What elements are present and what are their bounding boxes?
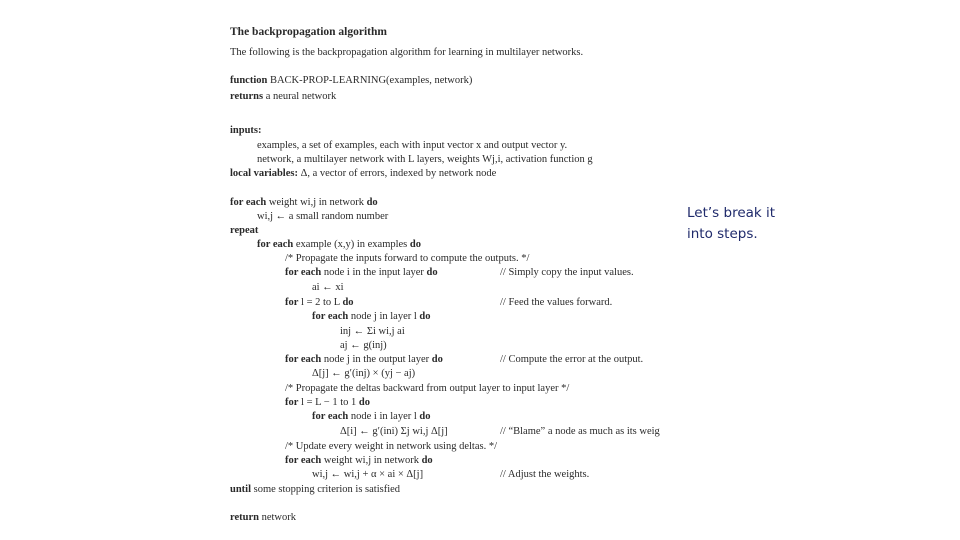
pseudocode-line: returns a neural network	[230, 91, 337, 102]
pseudocode-line: wi,j ← a small random number	[257, 211, 389, 222]
pseudocode-line: local variables: Δ, a vector of errors, indexed by network node	[230, 168, 497, 179]
pseudocode-comment: // “Blame” a node as much as its weig	[500, 426, 660, 437]
pseudocode-line: for each weight wi,j in network do	[230, 197, 378, 208]
note-line-2: into steps.	[687, 226, 758, 242]
pseudocode-line: repeat	[230, 225, 259, 236]
pseudocode-line: wi,j ← wi,j + α × ai × Δ[j]	[312, 469, 424, 480]
pseudocode-line: inputs:	[230, 125, 262, 136]
pseudocode-line: /* Propagate the inputs forward to compute the outputs. */	[285, 253, 530, 264]
pseudocode-line: Δ[i] ← g′(ini) Σj wi,j Δ[j]	[340, 426, 448, 437]
algorithm-title: The backpropagation algorithm	[230, 26, 387, 38]
pseudocode-line: /* Update every weight in network using deltas. */	[285, 441, 497, 452]
pseudocode-comment: // Simply copy the input values.	[500, 267, 634, 278]
pseudocode-line: until some stopping criterion is satisfied	[230, 484, 401, 495]
pseudocode-line: Δ[j] ← g′(inj) × (yj − aj)	[312, 368, 416, 379]
pseudocode-line: /* Propagate the deltas backward from output layer to input layer */	[285, 383, 570, 394]
pseudocode-comment: // Compute the error at the output.	[500, 354, 644, 365]
pseudocode-line: for each example (x,y) in examples do	[257, 239, 421, 250]
pseudocode-line: inj ← Σi wi,j ai	[340, 326, 405, 337]
pseudocode-line: for each node i in the input layer do	[285, 267, 438, 278]
pseudocode-line: examples, a set of examples, each with input vector x and output vector y.	[257, 140, 568, 151]
pseudocode-line: for each node j in layer l do	[312, 311, 431, 322]
pseudocode-line: ai ← xi	[312, 282, 344, 293]
pseudocode-line: return network	[230, 512, 297, 523]
pseudocode-comment: // Feed the values forward.	[500, 297, 613, 308]
pseudocode-line: function BACK-PROP-LEARNING(examples, network)	[230, 75, 473, 86]
pseudocode-line: for each node j in the output layer do	[285, 354, 443, 365]
pseudocode-comment: // Adjust the weights.	[500, 469, 590, 480]
pseudocode-line: network, a multilayer network with L layers, weights Wj,i, activation function g	[257, 154, 593, 165]
pseudocode-line: for l = L − 1 to 1 do	[285, 397, 370, 408]
pseudocode-line: aj ← g(inj)	[340, 340, 387, 351]
pseudocode-line: for each node i in layer l do	[312, 411, 431, 422]
note-line-1: Let’s break it	[687, 205, 776, 221]
algorithm-intro: The following is the backpropagation algorithm for learning in multilayer networks.	[230, 47, 584, 58]
pseudocode-line: for l = 2 to L do	[285, 297, 354, 308]
pseudocode-line: for each weight wi,j in network do	[285, 455, 433, 466]
annotation-note	[687, 203, 797, 245]
